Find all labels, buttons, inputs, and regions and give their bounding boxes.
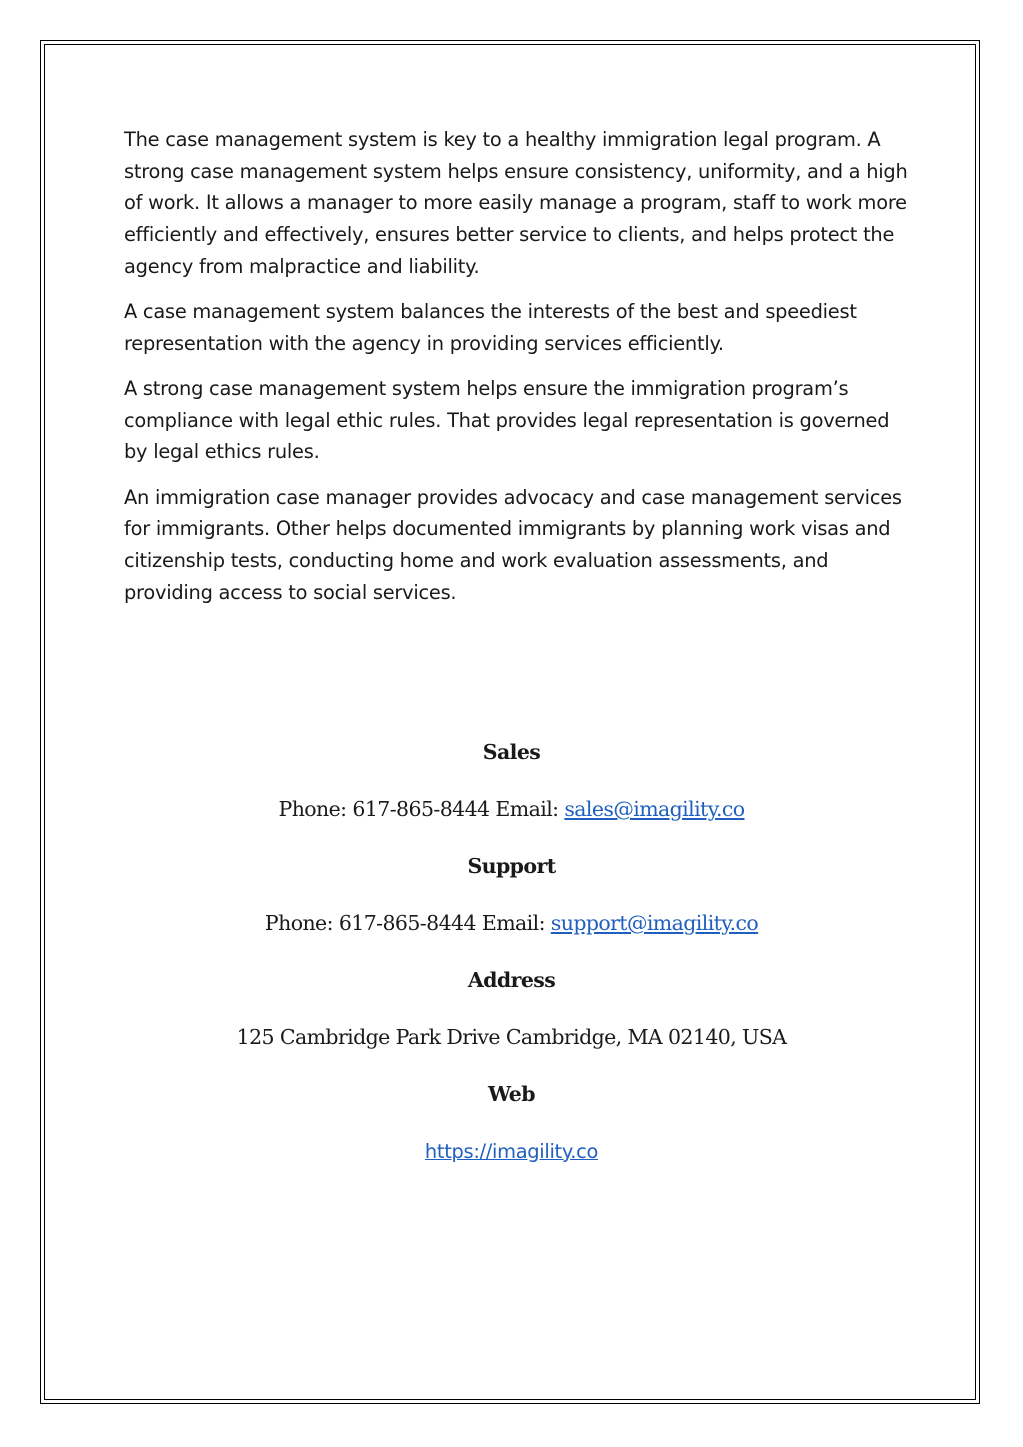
web-line: [0, 1137, 1023, 1165]
contact-block: [0, 738, 1023, 1194]
support-heading: Support: [467, 854, 556, 878]
support-email-label: Email:: [481, 911, 545, 935]
web-heading: Web: [488, 1082, 535, 1106]
support-contact-line: [0, 909, 1023, 937]
sales-phone: 617-865-8444: [352, 797, 490, 821]
support-email-link[interactable]: support@imagility.co: [550, 911, 759, 935]
address-text: 125 Cambridge Park Drive Cambridge, MA 02140, USA: [236, 1025, 787, 1049]
paragraph-3: A strong case management system helps ensure the immigration program’s compliance with legal ethic rules. That provides legal representation is governed by legal ethics rules.: [124, 376, 890, 464]
sales-email-label: Email:: [495, 797, 559, 821]
web-link[interactable]: https://imagility.co: [424, 1140, 599, 1163]
address-heading: Address: [467, 968, 556, 992]
support-phone-label: Phone:: [264, 911, 333, 935]
paragraph-1: The case management system is key to a healthy immigration legal program. A strong case management system helps ensure consistency, uniformity, and a high of work. It allows a manager to more easily manage a program, staff to work more efficiently and effectively, ensures better service to clients, and helps protect the agency from malpractice and liability.: [124, 128, 908, 278]
paragraph-4: An immigration case manager provides advocacy and case management services for immigrants. Other helps documented immigrants by planning work visas and citizenship tests, conducting home and work evaluation assessments, and providing access to social services.: [124, 485, 902, 604]
sales-heading: Sales: [482, 740, 541, 764]
support-phone: 617-865-8444: [338, 911, 476, 935]
body-text: [124, 124, 914, 622]
paragraph-2: A case management system balances the interests of the best and speediest representation with the agency in providing services efficiently.: [124, 300, 857, 355]
sales-contact-line: [0, 795, 1023, 823]
sales-phone-label: Phone:: [278, 797, 347, 821]
sales-email-link[interactable]: sales@imagility.co: [564, 797, 745, 821]
